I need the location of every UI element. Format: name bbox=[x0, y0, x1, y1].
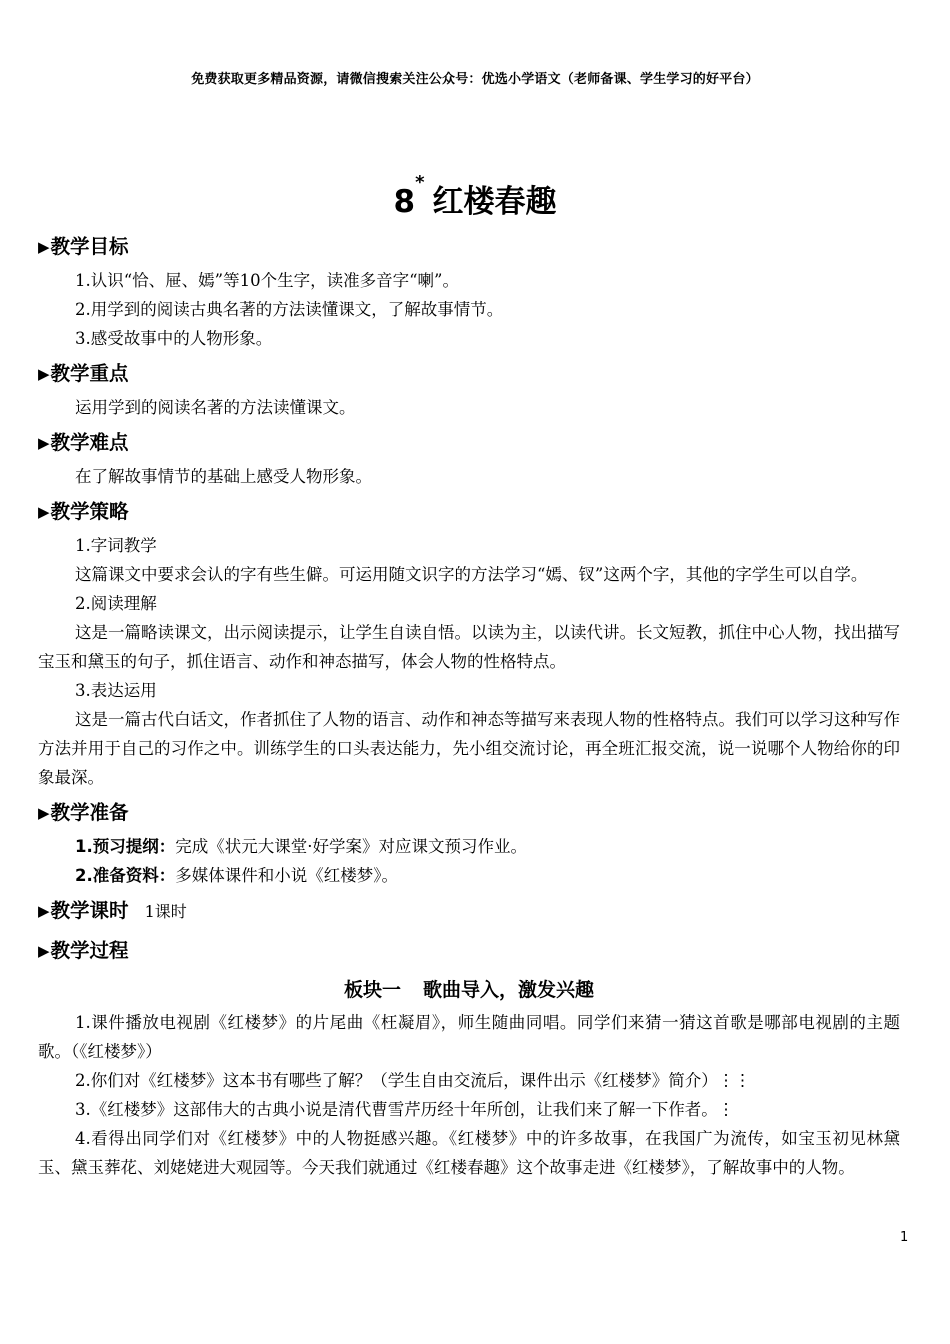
section-heading-key-points: ▶教学重点 bbox=[38, 362, 129, 385]
preparation-label: 1.预习提纲： bbox=[75, 837, 176, 856]
process-step: 1.课件播放电视剧《红楼梦》的片尾曲《枉凝眉》，师生随曲同唱。同学们来猜一猜这首歌是哪部电视剧的主题歌。（《红楼梦》） bbox=[38, 1013, 900, 1061]
process-step: 3.《红楼梦》这部伟大的古典小说是清代曹雪芹历经十年所创，让我们来了解一下作者。⋮ bbox=[75, 1100, 735, 1119]
triangle-bullet-icon: ▶ bbox=[38, 365, 50, 383]
strategy-text: 这是一篇略读课文，出示阅读提示，让学生自读自悟。以读为主，以读代讲。长文短教，抓住中心人物，找出描写宝玉和黛玉的句子，抓住语言、动作和神态描写，体会人物的性格特点。 bbox=[38, 623, 900, 671]
section-heading-process: ▶教学过程 bbox=[38, 939, 129, 962]
preparation-text: 完成《状元大课堂·好学案》对应课文预习作业。 bbox=[175, 837, 527, 856]
goal-item: 3.感受故事中的人物形象。 bbox=[75, 329, 273, 348]
section-heading-preparation: ▶教学准备 bbox=[38, 801, 129, 824]
strategy-label: 1.字词教学 bbox=[75, 536, 157, 555]
triangle-bullet-icon: ▶ bbox=[38, 942, 50, 960]
lesson-content bbox=[38, 226, 900, 1182]
promo-banner: 免费获取更多精品资源，请微信搜索关注公众号：优选小学语文（老师备课、学生学习的好平台） bbox=[191, 72, 759, 87]
lesson-name: 红楼春趣 bbox=[432, 184, 557, 220]
triangle-bullet-icon: ▶ bbox=[38, 503, 50, 521]
process-step: 4.看得出同学们对《红楼梦》中的人物挺感兴趣。《红楼梦》中的许多故事，在我国广为流传，如宝玉初见林黛玉、黛玉葬花、刘姥姥进大观园等。今天我们就通过《红楼春趣》这个故事走进《红楼梦》，了解故事中的人物。 bbox=[38, 1129, 900, 1177]
triangle-bullet-icon: ▶ bbox=[38, 902, 50, 920]
block-title-text: 歌曲导入，激发兴趣 bbox=[423, 979, 595, 1001]
strategy-text: 这是一篇古代白话文，作者抓住了人物的语言、动作和神态等描写来表现人物的性格特点。我们可以学习这种写作方法并用于自己的习作之中。训练学生的口头表达能力，先小组交流讨论，再全班汇报交流，说一说哪个人物给你的印象最深。 bbox=[38, 710, 900, 787]
triangle-bullet-icon: ▶ bbox=[38, 804, 50, 822]
section-heading-hours: ▶教学课时 1课时 bbox=[38, 899, 187, 922]
key-points-text: 运用学到的阅读名著的方法读懂课文。 bbox=[75, 398, 356, 417]
strategy-text: 这篇课文中要求会认的字有些生僻。可运用随文识字的方法学习“嫣、钗”这两个字，其他的字学生可以自学。 bbox=[75, 565, 868, 584]
goal-item: 2.用学到的阅读古典名著的方法读懂课文，了解故事情节。 bbox=[75, 300, 504, 319]
preparation-item bbox=[38, 861, 900, 890]
triangle-bullet-icon: ▶ bbox=[38, 238, 50, 256]
block-label: 板块一 bbox=[343, 979, 401, 1001]
strategy-label: 2.阅读理解 bbox=[75, 594, 157, 613]
preparation-label: 2.准备资料： bbox=[75, 866, 176, 885]
section-heading-strategy: ▶教学策略 bbox=[38, 500, 129, 523]
strategy-label: 3.表达运用 bbox=[75, 681, 157, 700]
process-step: 2.你们对《红楼梦》这本书有哪些了解？（学生自由交流后，课件出示《红楼梦》简介）⋮⋮ bbox=[75, 1071, 751, 1090]
triangle-bullet-icon: ▶ bbox=[38, 434, 50, 452]
page-number: 1 bbox=[900, 1230, 909, 1245]
difficulties-text: 在了解故事情节的基础上感受人物形象。 bbox=[75, 467, 372, 486]
preparation-item bbox=[38, 832, 900, 861]
goal-item: 1.认识“恰、屉、嫣”等10个生字，读准多音字“喇”。 bbox=[75, 271, 459, 290]
section-heading-goals: ▶教学目标 bbox=[38, 235, 129, 258]
hours-value: 1课时 bbox=[144, 902, 187, 921]
block-title bbox=[38, 972, 900, 1008]
section-heading-difficulties: ▶教学难点 bbox=[38, 431, 129, 454]
optional-star: * bbox=[415, 172, 425, 193]
lesson-title bbox=[0, 172, 950, 221]
lesson-number: 8 bbox=[393, 184, 416, 220]
preparation-text: 多媒体课件和小说《红楼梦》。 bbox=[175, 866, 398, 885]
